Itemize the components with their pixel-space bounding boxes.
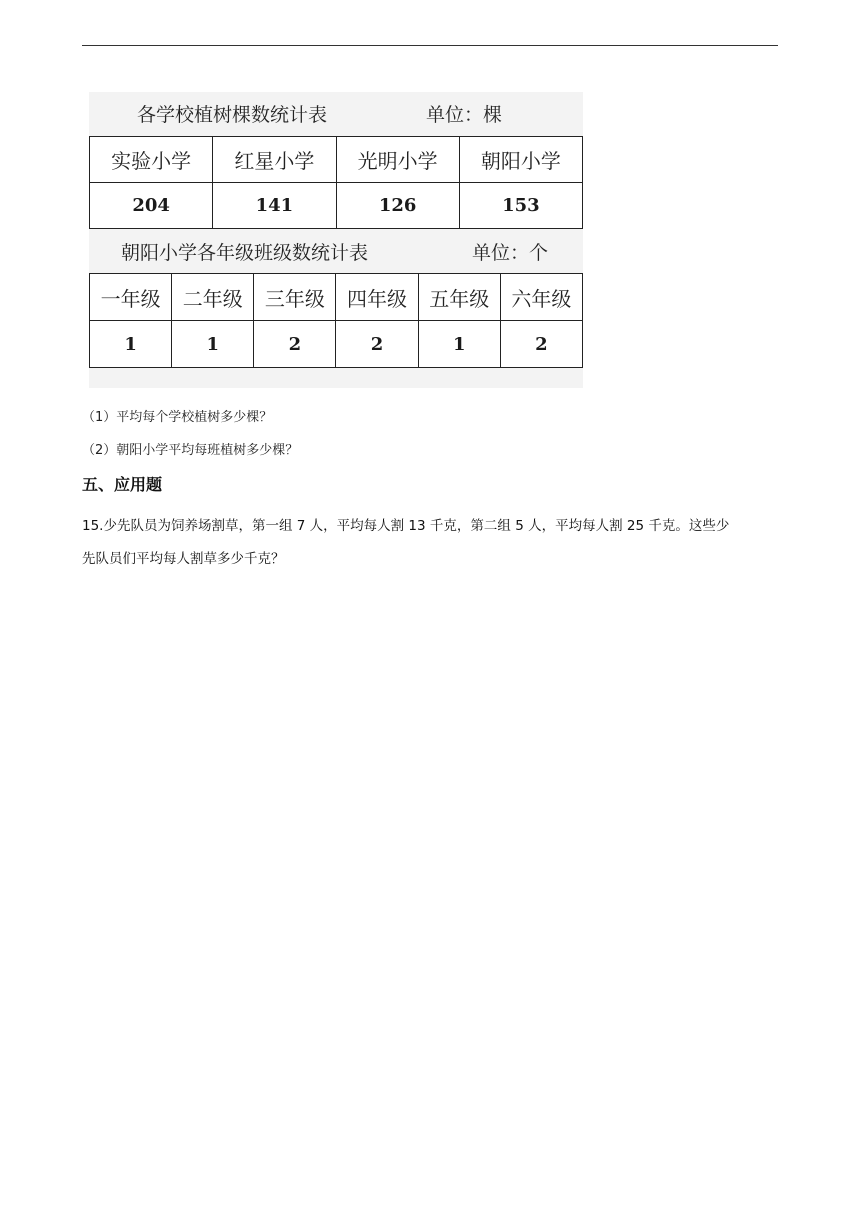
tree-planting-table bbox=[89, 136, 583, 229]
table-cell: 2 bbox=[254, 321, 336, 368]
table-header-cell: 六年级 bbox=[500, 274, 582, 321]
problem-line-1: 15.少先队员为饲养场割草，第一组 7 人，平均每人割 13 千克，第二组 5 人，平均每人割 25 千克。这些少 bbox=[82, 518, 730, 534]
table2-title: 朝阳小学各年级班级数统计表 bbox=[121, 242, 369, 264]
table-header-cell: 三年级 bbox=[254, 274, 336, 321]
statistics-figure bbox=[89, 92, 583, 388]
question-1: （1）平均每个学校植树多少棵？ bbox=[82, 410, 273, 425]
table-cell: 1 bbox=[90, 321, 172, 368]
question-2: （2）朝阳小学平均每班植树多少棵？ bbox=[82, 443, 299, 458]
problem-line-2: 先队员们平均每人割草多少千克？ bbox=[82, 551, 285, 567]
table-row bbox=[90, 321, 583, 368]
table-header-cell: 五年级 bbox=[418, 274, 500, 321]
table-cell: 204 bbox=[90, 183, 213, 229]
table-cell: 141 bbox=[213, 183, 336, 229]
table1-unit: 单位：棵 bbox=[426, 104, 503, 126]
table2-unit: 单位：个 bbox=[472, 242, 549, 264]
header-rule bbox=[82, 45, 778, 46]
table1-title: 各学校植树棵数统计表 bbox=[137, 104, 328, 126]
table-header-cell: 实验小学 bbox=[90, 137, 213, 183]
table-header-cell: 光明小学 bbox=[336, 137, 459, 183]
table-cell: 126 bbox=[336, 183, 459, 229]
table-header-cell: 朝阳小学 bbox=[459, 137, 582, 183]
table-cell: 1 bbox=[172, 321, 254, 368]
table-cell: 2 bbox=[500, 321, 582, 368]
problem-15 bbox=[82, 510, 782, 576]
table-header-row bbox=[90, 137, 583, 183]
table-cell: 2 bbox=[336, 321, 418, 368]
table-header-row bbox=[90, 274, 583, 321]
table-header-cell: 二年级 bbox=[172, 274, 254, 321]
table-cell: 1 bbox=[418, 321, 500, 368]
table-header-cell: 红星小学 bbox=[213, 137, 336, 183]
table-header-cell: 一年级 bbox=[90, 274, 172, 321]
class-count-table bbox=[89, 273, 583, 368]
table-cell: 153 bbox=[459, 183, 582, 229]
section-title: 五、应用题 bbox=[82, 475, 163, 494]
table-header-cell: 四年级 bbox=[336, 274, 418, 321]
table-row bbox=[90, 183, 583, 229]
